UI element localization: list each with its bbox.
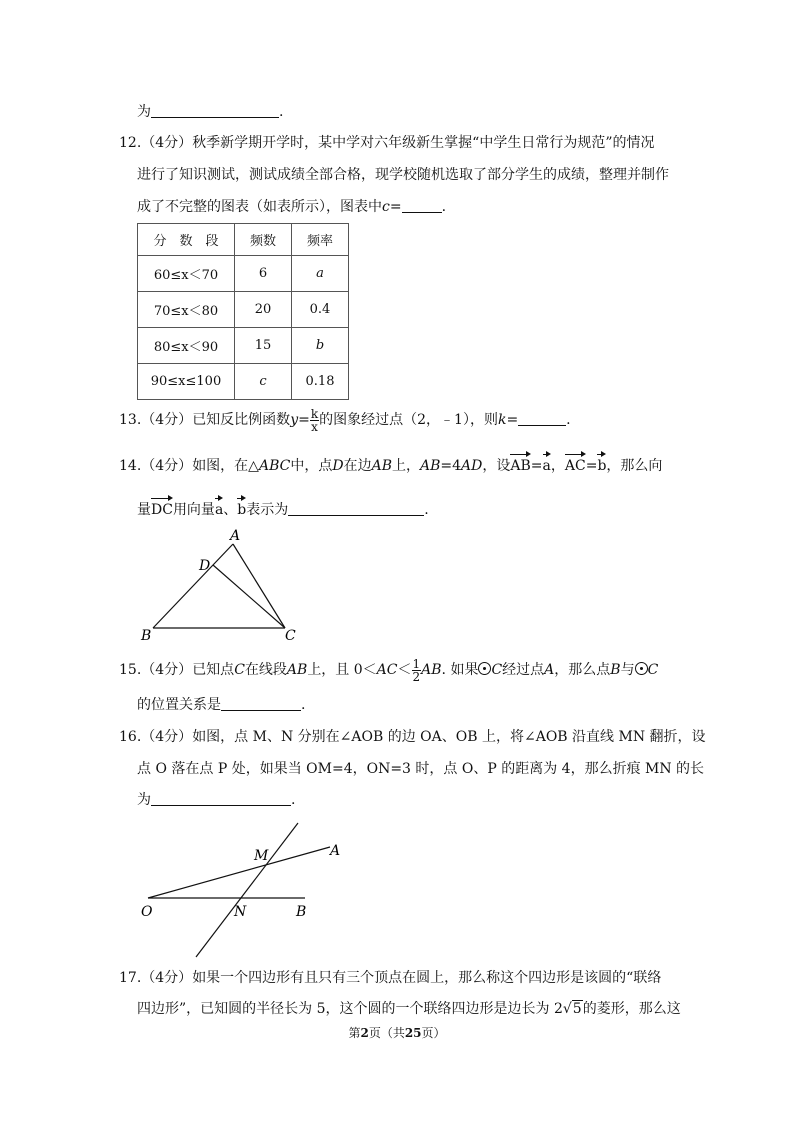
frequency-table — [137, 223, 349, 400]
table-header-row — [138, 224, 349, 256]
q16-line3: 为 . — [137, 792, 296, 808]
q16-line2: 点 O 落在点 P 处，如果当 OM=4，ON=3 时，点 O、P 的距离为 4，那么折痕 MN 的长 — [137, 761, 705, 777]
answer-blank[interactable] — [151, 103, 279, 118]
q12-line3: 成了不完整的图表（如表所示），图表中c= . — [137, 199, 447, 215]
q15-line2: 的位置关系是 . — [137, 697, 306, 713]
vector-dc: DC — [151, 497, 173, 520]
table-cell: 6 — [235, 256, 292, 292]
answer-blank[interactable] — [221, 696, 301, 711]
page-total: 25 — [404, 1026, 422, 1040]
label-n: N — [234, 904, 247, 920]
vector-b: b — [597, 453, 606, 476]
q11-tail: 为 . — [137, 104, 284, 120]
ray-oa — [148, 847, 330, 898]
q13-line: 13.（4分）已知反比例函数y= $\frac{k}{x}$ 的图象经过点（2，﹣1），则k= . — [119, 406, 571, 434]
table-cell: a — [292, 256, 349, 292]
side-ab — [153, 544, 233, 628]
label-b: B — [141, 628, 152, 644]
label-a: A — [230, 528, 241, 544]
label-c: C — [285, 628, 296, 644]
angle-fold-figure — [138, 815, 358, 965]
table-header-cell: 频率 — [292, 224, 349, 256]
table-cell: 0.18 — [292, 364, 349, 400]
vector-ac: AC — [565, 453, 586, 476]
table-header-cell: 频数 — [235, 224, 292, 256]
q14-line2: 量DC用向量a、b表示为 . — [137, 497, 429, 520]
table-row — [138, 328, 349, 364]
table-cell: 20 — [235, 292, 292, 328]
vector-a: a — [543, 453, 551, 476]
q17-line1: 17.（4分）如果一个四边形有且只有三个顶点在圆上，那么称这个四边形是该圆的“联络 — [119, 970, 662, 986]
answer-blank[interactable] — [288, 501, 424, 516]
table-cell: 0.4 — [292, 292, 349, 328]
segment-dc — [213, 565, 285, 628]
label-o: O — [141, 904, 153, 920]
q16-line1: 16.（4分）如图，点 M、N 分别在∠AOB 的边 OA、OB 上，将∠AOB 沿直线 MN 翻折，设 — [119, 729, 706, 745]
table-row — [138, 256, 349, 292]
label-a: A — [330, 843, 341, 859]
q12-line2: 进行了知识测试，测试成绩全部合格，现学校随机选取了部分学生的成绩，整理并制作 — [137, 167, 669, 183]
table-header-cell: 分 数 段 — [138, 224, 235, 256]
fold-line-mn — [196, 823, 298, 957]
vector-b: b — [237, 497, 246, 520]
q14-line1: 14.（4分）如图，在△ABC中，点D在边AB上，AB=4AD，设AB=a，AC=b，那么向 — [119, 453, 662, 476]
side-ac — [233, 544, 285, 628]
table-cell: 80≤x＜90 — [138, 328, 235, 364]
vector-ab: AB — [510, 453, 530, 476]
table-cell: 90≤x≤100 — [138, 364, 235, 400]
table-row — [138, 364, 349, 400]
page-footer: 第2页（共25页） — [348, 1026, 446, 1040]
answer-blank[interactable] — [402, 198, 442, 213]
label-d: D — [199, 558, 211, 574]
table-row — [138, 292, 349, 328]
q17-line2: 四边形”，已知圆的半径长为 5，这个圆的一个联络四边形是边长为 2√5的菱形，那么这 — [137, 1001, 681, 1017]
circle-icon — [478, 662, 491, 675]
vector-a: a — [215, 497, 223, 520]
q15-line1: 15.（4分）已知点C在线段AB上，且 0＜AC＜ $\frac{1}{2}$ AB. 如果 C经过点A，那么点B与 C — [119, 656, 659, 684]
label-m: M — [254, 848, 269, 864]
sqrt-radicand: 5 — [572, 1001, 582, 1017]
page-number: 2 — [360, 1026, 369, 1040]
table-cell: 70≤x＜80 — [138, 292, 235, 328]
triangle-figure — [135, 525, 310, 645]
answer-blank[interactable] — [518, 411, 566, 426]
table-cell: c — [235, 364, 292, 400]
fraction-k-over-x: $\frac{k}{x}$ — [310, 406, 319, 434]
circle-icon — [635, 662, 648, 675]
q12-line1: 12.（4分）秋季新学期开学时，某中学对六年级新生掌握“中学生日常行为规范”的情况 — [119, 135, 655, 151]
table-cell: b — [292, 328, 349, 364]
table-cell: 15 — [235, 328, 292, 364]
table-cell: 60≤x＜70 — [138, 256, 235, 292]
fraction-one-half: $\frac{1}{2}$ — [412, 656, 421, 684]
sqrt-symbol: √ — [562, 1001, 572, 1017]
label-b: B — [296, 904, 307, 920]
answer-blank[interactable] — [151, 791, 291, 806]
